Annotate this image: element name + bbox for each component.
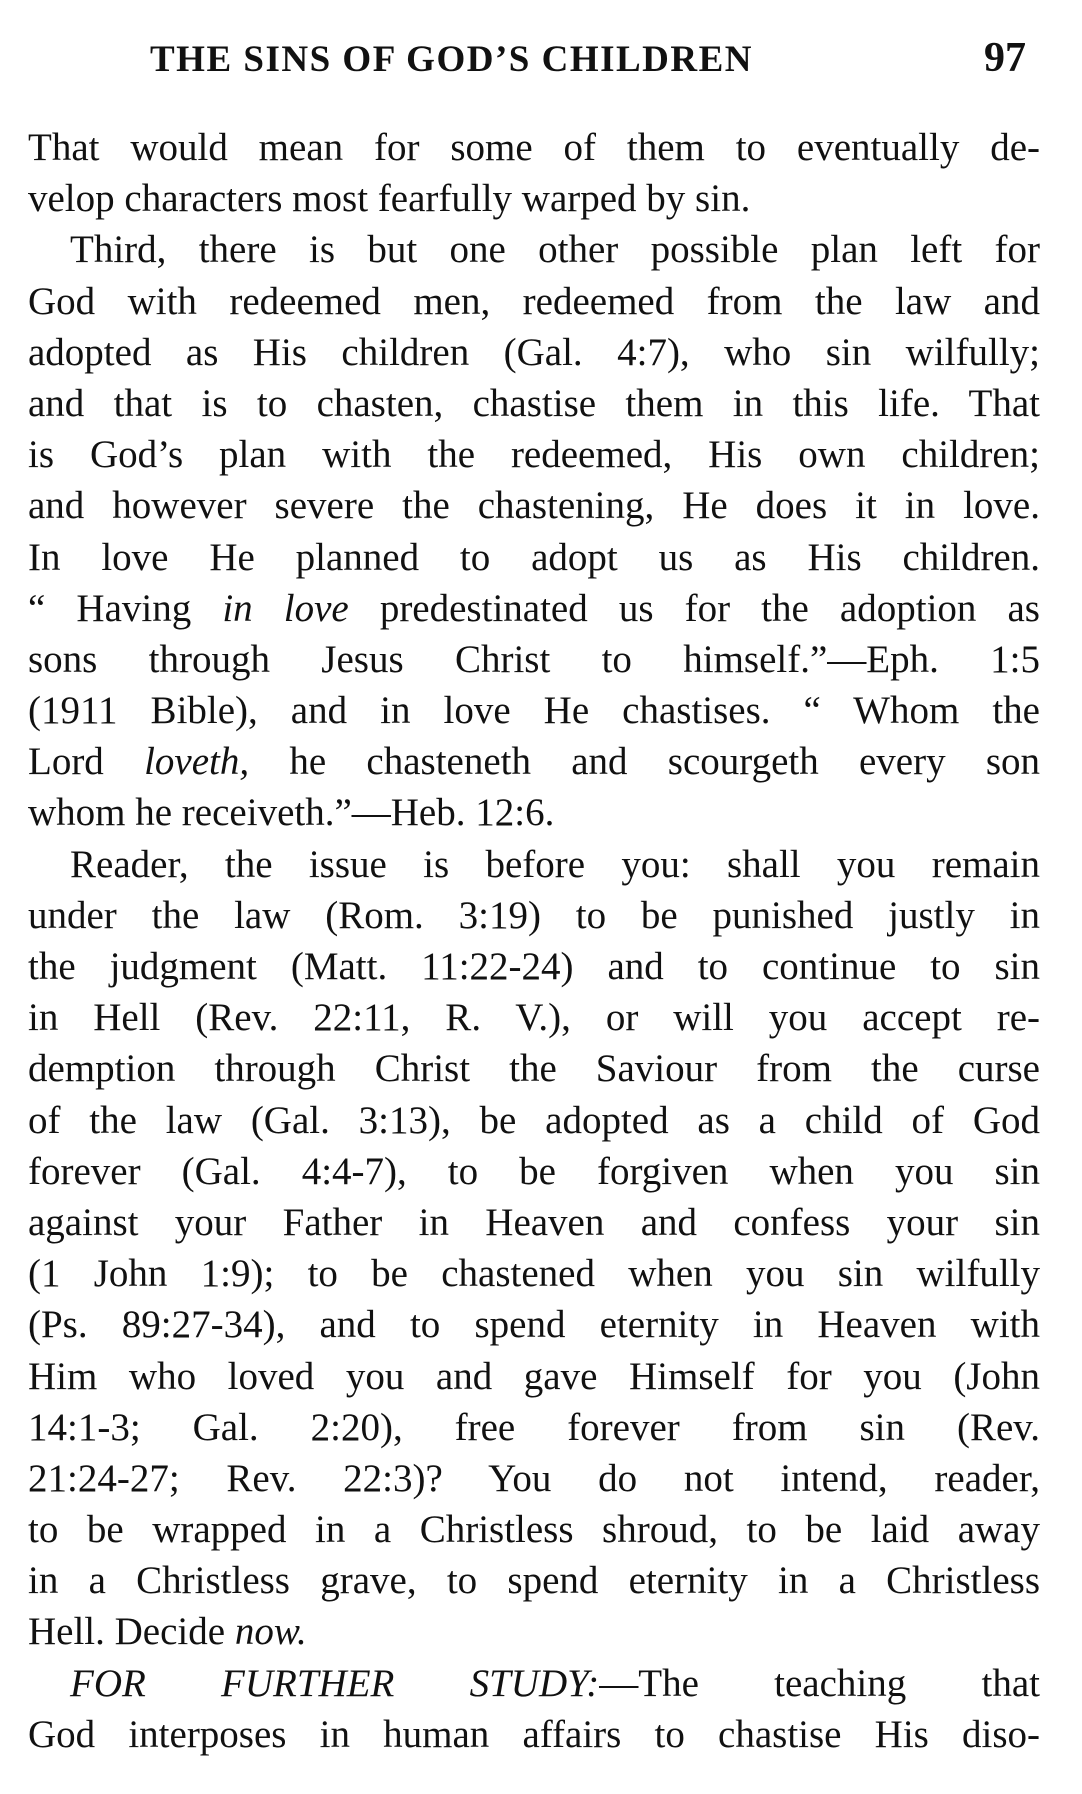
text-line — [28, 736, 1040, 787]
italic-phrase: now. — [234, 1610, 307, 1654]
text-line: (1911 Bible), and in love He chastises. “ Whom the — [28, 689, 1040, 733]
text-line: That would mean for some of them to eventually de- — [28, 126, 1040, 169]
text-line: (Ps. 89:27-34), and to spend eternity in Heaven with — [28, 1303, 1040, 1347]
text-line: against your Father in Heaven and confess your sin — [28, 1200, 1040, 1244]
text-line: Him who loved you and gave Himself for you (John — [28, 1354, 1040, 1398]
text-line: Reader, the issue is before you: shall you remain — [70, 842, 1040, 886]
text-line: sons through Jesus Christ to himself.”—Eph. 1:5 — [28, 637, 1040, 681]
text-line: whom he receiveth.”—Heb. 12:6. — [28, 791, 555, 835]
text-line: and however severe the chastening, He does it in love. — [28, 484, 1040, 528]
body-text — [28, 122, 1040, 1760]
text-line: of the law (Gal. 3:13), be adopted as a child of God — [28, 1098, 1040, 1142]
text-line: velop characters most fearfully warped by sin. — [28, 177, 751, 221]
text-line: under the law (Rom. 3:19) to be punished justly in — [28, 893, 1040, 937]
page-header — [150, 34, 1030, 84]
line-segment: Hell. Decide — [28, 1610, 235, 1654]
text-line: 21:24-27; Rev. 22:3)? You do not intend, reader, — [28, 1456, 1040, 1500]
text-line: demption through Christ the Saviour from the curse — [28, 1047, 1040, 1091]
text-line — [28, 1606, 1040, 1657]
text-line — [28, 583, 1040, 634]
study-heading: FOR FURTHER STUDY: — [70, 1661, 600, 1705]
line-segment: —The teaching that — [599, 1661, 1040, 1705]
italic-phrase: loveth, — [144, 740, 250, 784]
text-line: God interposes in human affairs to chastise His diso- — [28, 1712, 1040, 1756]
text-line: In love He planned to adopt us as His children. — [28, 535, 1040, 579]
italic-phrase: in love — [222, 586, 349, 630]
text-line: Third, there is but one other possible plan left for — [70, 228, 1040, 272]
line-segment: “ Having — [28, 586, 223, 630]
line-segment: predestinated us for the adoption as — [348, 586, 1040, 630]
running-title: THE SINS OF GOD’S CHILDREN — [150, 39, 754, 80]
text-line: forever (Gal. 4:4-7), to be forgiven when you sin — [28, 1149, 1040, 1193]
text-line: to be wrapped in a Christless shroud, to be laid away — [28, 1508, 1040, 1552]
line-segment: Lord — [28, 740, 145, 784]
text-line: and that is to chasten, chastise them in this life. That — [28, 381, 1040, 425]
text-line: is God’s plan with the redeemed, His own children; — [28, 433, 1040, 477]
text-line: (1 John 1:9); to be chastened when you sin wilfully — [28, 1252, 1040, 1296]
text-line: adopted as His children (Gal. 4:7), who sin wilfully; — [28, 330, 1040, 374]
text-line: 14:1-3; Gal. 2:20), free forever from sin (Rev. — [28, 1405, 1040, 1449]
text-line — [28, 1658, 1040, 1709]
page-number: 97 — [984, 35, 1026, 81]
text-line: the judgment (Matt. 11:22-24) and to continue to sin — [28, 945, 1040, 988]
text-line: God with redeemed men, redeemed from the law and — [28, 279, 1040, 323]
text-line: in a Christless grave, to spend eternity in a Christless — [28, 1559, 1040, 1603]
line-segment: he chasteneth and scourgeth every son — [249, 740, 1040, 784]
text-line: in Hell (Rev. 22:11, R. V.), or will you accept re- — [28, 996, 1040, 1040]
